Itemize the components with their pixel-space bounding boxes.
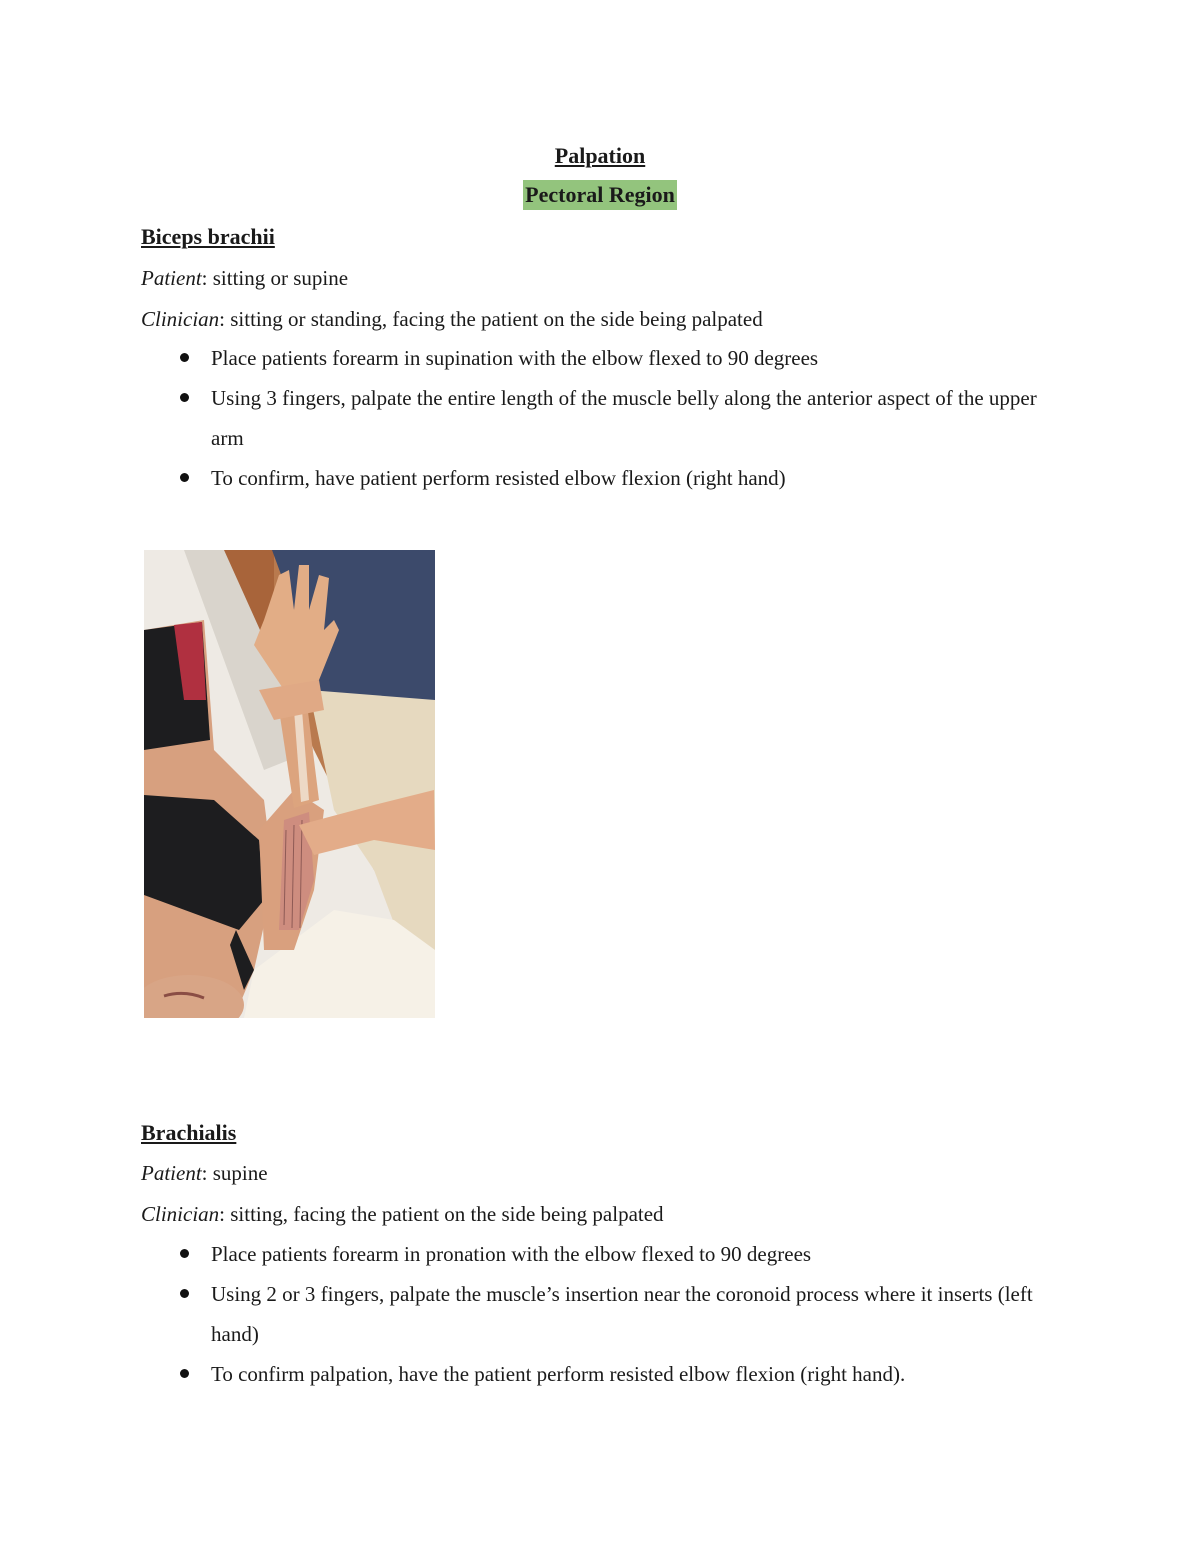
section-heading-brachialis: Brachialis	[141, 1120, 237, 1145]
clinician-text: : sitting, facing the patient on the side being palpated	[219, 1202, 664, 1226]
bullet-icon	[180, 1249, 189, 1258]
subtitle-row	[0, 180, 1200, 214]
bullet-icon	[180, 393, 189, 402]
bullet-list-biceps	[141, 338, 1061, 498]
palpation-photo	[144, 550, 435, 1018]
list-item: Place patients forearm in pronation with the elbow flexed to 90 degrees	[141, 1234, 1061, 1274]
bullet-icon	[180, 473, 189, 482]
clinician-label: Clinician	[141, 1202, 220, 1226]
list-item: Using 3 fingers, palpate the entire length of the muscle belly along the anterior aspect of the upper arm	[141, 378, 1061, 458]
clinician-label: Clinician	[141, 307, 220, 331]
page-subtitle: Pectoral Region	[523, 180, 677, 210]
clinician-text: : sitting or standing, facing the patient on the side being palpated	[219, 307, 763, 331]
patient-line-biceps	[141, 262, 348, 294]
patient-line-brachialis	[141, 1157, 268, 1189]
list-item: To confirm, have patient perform resisted elbow flexion (right hand)	[141, 458, 1061, 498]
list-item: To confirm palpation, have the patient perform resisted elbow flexion (right hand).	[141, 1354, 1061, 1394]
patient-label: Patient	[141, 1161, 202, 1185]
patient-label: Patient	[141, 266, 202, 290]
bullet-icon	[180, 1289, 189, 1298]
bullet-icon	[180, 1369, 189, 1378]
section-heading-biceps: Biceps brachii	[141, 224, 275, 249]
clinician-line-biceps	[141, 303, 763, 335]
clinician-line-brachialis	[141, 1198, 664, 1230]
page-title: Palpation	[554, 143, 646, 168]
bullet-icon	[180, 353, 189, 362]
patient-text: : supine	[201, 1161, 268, 1185]
patient-text: : sitting or supine	[201, 266, 349, 290]
list-item: Using 2 or 3 fingers, palpate the muscle’s insertion near the coronoid process where it inserts (left hand)	[141, 1274, 1061, 1354]
list-item: Place patients forearm in supination with the elbow flexed to 90 degrees	[141, 338, 1061, 378]
bullet-list-brachialis	[141, 1234, 1061, 1394]
